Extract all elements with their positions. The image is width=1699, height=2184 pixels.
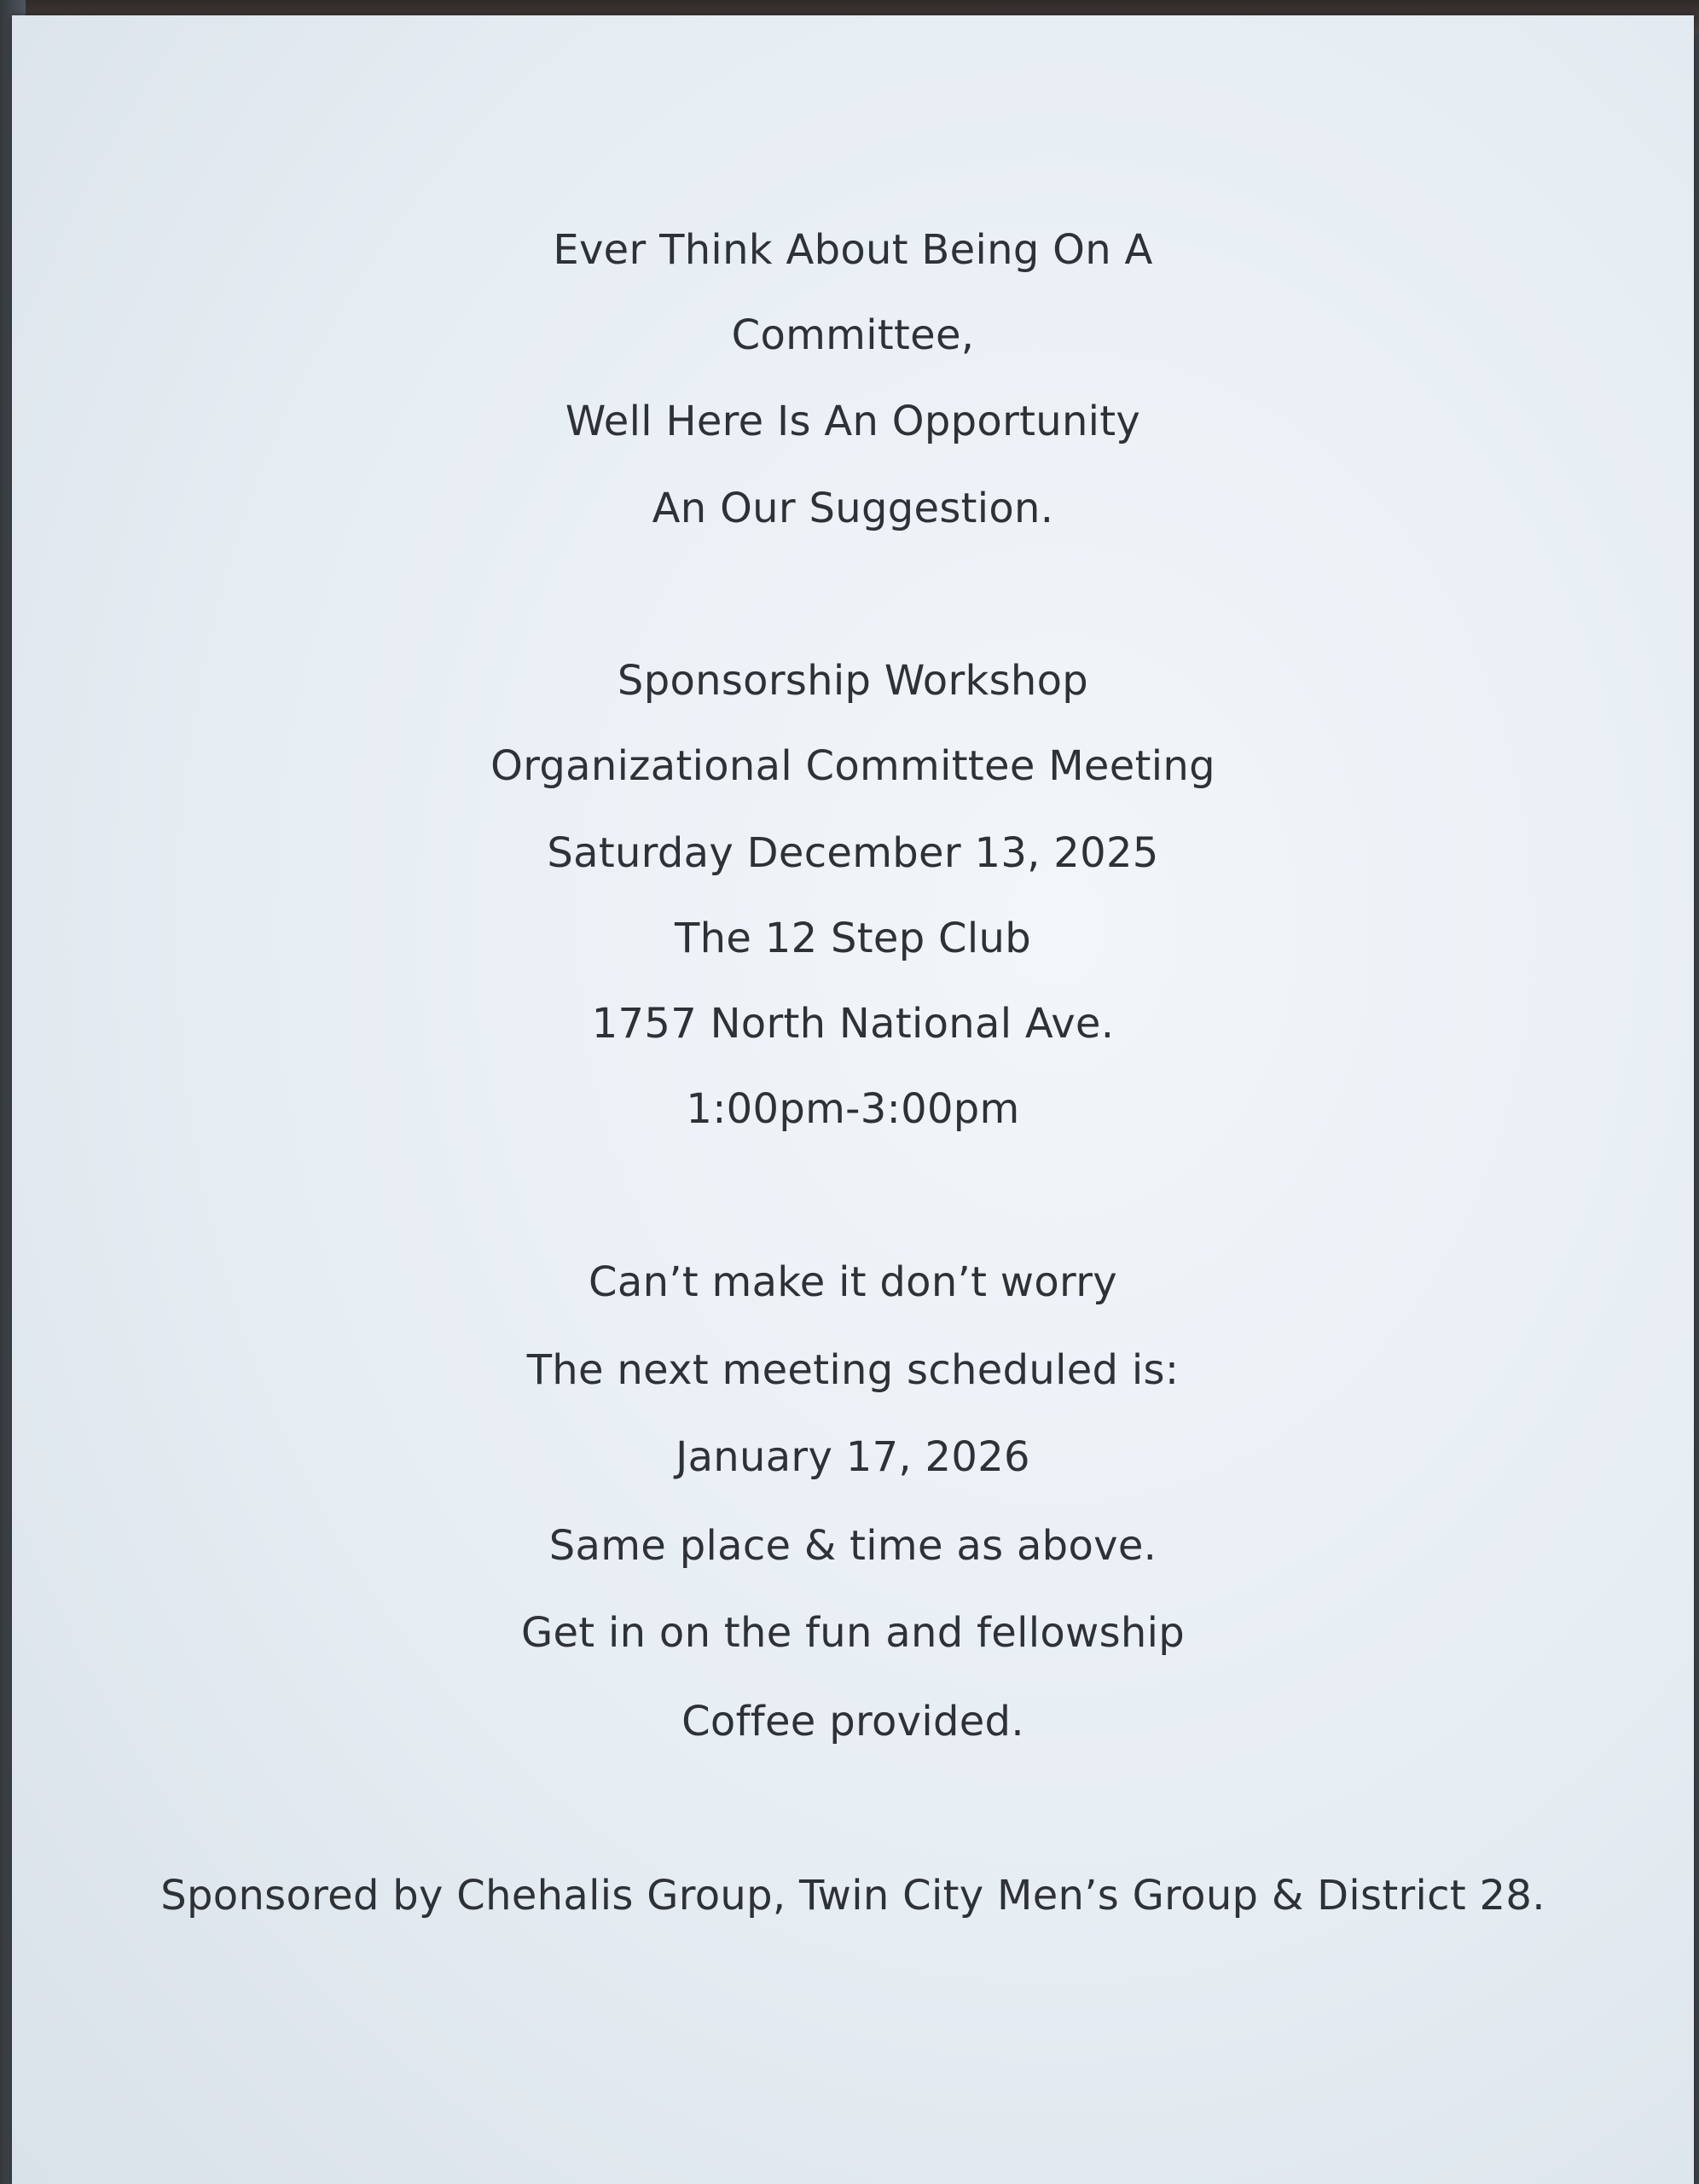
next-meeting-date: January 17, 2026 (676, 1433, 1030, 1481)
intro-line-1: Ever Think About Being On A (553, 226, 1153, 274)
flyer-paper (12, 15, 1694, 2184)
event-time: 1:00pm-3:00pm (686, 1085, 1020, 1133)
followup-line-4: Same place & time as above. (548, 1522, 1157, 1570)
sponsor-line: Sponsored by Chehalis Group, Twin City Men’s Group & District 28. (160, 1872, 1545, 1920)
event-venue: The 12 Step Club (675, 915, 1031, 962)
followup-line-2: The next meeting scheduled is: (526, 1346, 1180, 1394)
event-date: Saturday December 13, 2025 (547, 829, 1159, 877)
event-title: Sponsorship Workshop (617, 657, 1089, 705)
intro-line-2: Committee, (731, 311, 975, 359)
event-address: 1757 North National Ave. (591, 1000, 1115, 1048)
event-subtitle: Organizational Committee Meeting (490, 742, 1215, 790)
followup-line-6: Coffee provided. (681, 1698, 1024, 1745)
followup-line-5: Get in on the fun and fellowship (520, 1609, 1186, 1657)
intro-line-4: An Our Suggestion. (652, 485, 1054, 532)
followup-line-1: Can’t make it don’t worry (589, 1258, 1117, 1306)
intro-line-3: Well Here Is An Opportunity (565, 398, 1141, 445)
